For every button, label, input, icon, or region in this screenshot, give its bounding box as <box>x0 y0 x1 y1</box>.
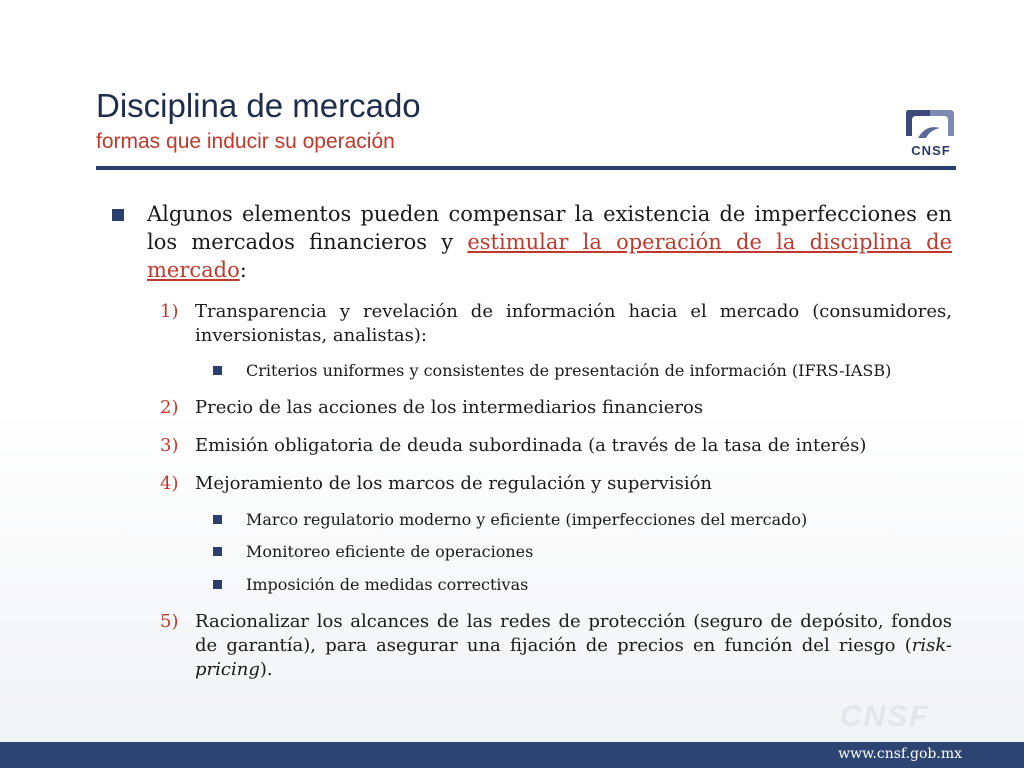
sub-item: Imposición de medidas correctivas <box>246 575 529 594</box>
sub-bullet-icon <box>213 547 222 556</box>
item-text-after: ). <box>259 659 273 680</box>
main-text-before: Algunos elementos pueden compensar la existencia de imperfecciones en los mercados financieros y <box>147 202 952 254</box>
sub-bullet-icon <box>213 366 222 375</box>
sub-item: Marco regulatorio moderno y eficiente (imperfecciones del mercado) <box>246 510 808 529</box>
list-item <box>195 610 952 682</box>
item-number: 1) <box>160 301 179 322</box>
sub-bullet-icon <box>213 580 222 589</box>
list-item: Mejoramiento de los marcos de regulación y supervisión <box>195 473 713 494</box>
slide-subtitle: formas que inducir su operación <box>96 130 395 153</box>
main-paragraph <box>147 200 952 284</box>
list-item: Emisión obligatoria de deuda subordinada (a través de la tasa de interés) <box>195 435 867 456</box>
list-item: Precio de las acciones de los intermediarios financieros <box>195 397 704 418</box>
footer-bar <box>0 742 1024 768</box>
main-link[interactable]: estimular la operación de la disciplina de mercado <box>147 230 952 282</box>
item-text-italic: risk-pricing <box>195 635 952 680</box>
item-number: 3) <box>160 435 179 456</box>
sub-item: Monitoreo eficiente de operaciones <box>246 542 534 561</box>
main-bullet-icon <box>112 209 124 221</box>
main-text-after: : <box>239 258 247 282</box>
logo-text: CNSF <box>911 143 951 158</box>
sub-bullet-icon <box>213 515 222 524</box>
slide-title: Disciplina de mercado <box>96 87 421 124</box>
watermark-logo: CNSF <box>840 700 930 733</box>
list-item: Transparencia y revelación de información hacia el mercado (consumidores, inversionistas, analistas): <box>195 301 952 346</box>
sub-item: Criterios uniformes y consistentes de presentación de información (IFRS-IASB) <box>246 361 892 380</box>
item-number: 4) <box>160 473 179 494</box>
footer-url[interactable]: www.cnsf.gob.mx <box>838 746 962 762</box>
item-number: 5) <box>160 611 179 632</box>
item-text-before: Racionalizar los alcances de las redes de protección (seguro de depósito, fondos de garantía), para asegurar una fijación de precios en función del riesgo ( <box>195 611 952 656</box>
item-number: 2) <box>160 397 179 418</box>
